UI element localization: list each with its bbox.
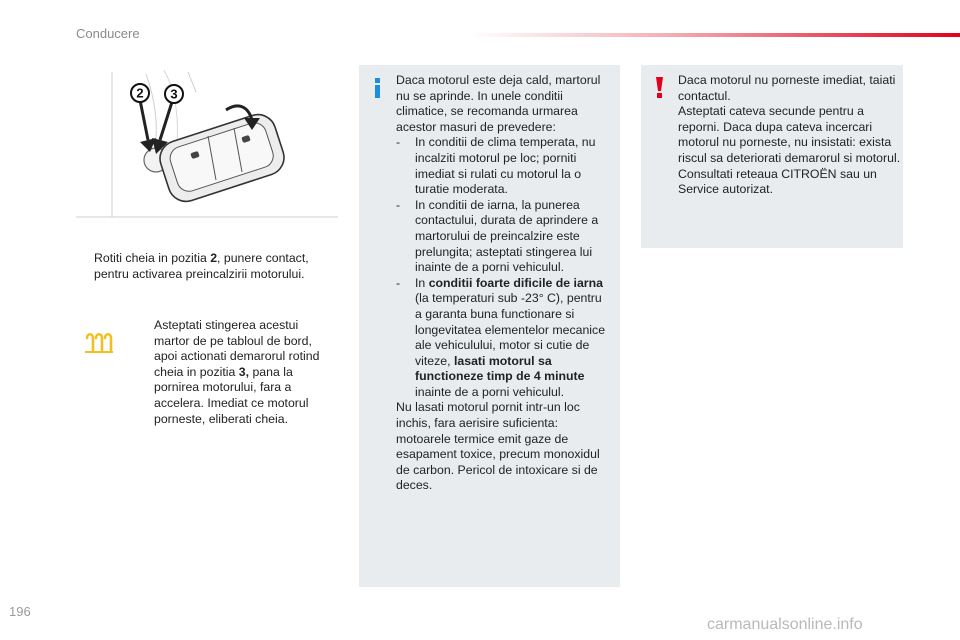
callout-3: 3 (170, 86, 178, 102)
info-box (359, 65, 620, 587)
callout-2: 2 (136, 85, 144, 101)
info-item-winter (396, 198, 610, 276)
warning-text-2: Asteptati cateva secunde pentru a reporni. Daca dupa cateva incercari motorul nu porneste, nu insistati: exista riscul sa deteriorati demarorul si motorul. (678, 104, 901, 165)
info-item-3-mid: (la temperaturi sub -23° C), pentru a garanta buna functionare si longevitatea elementelor mecanice ale vehiculului, motor si cutie de viteze, (415, 291, 606, 368)
step1-position: 2 (210, 251, 218, 265)
section-title: Conducere (76, 26, 140, 41)
key-ignition-illustration (76, 62, 338, 242)
info-icon (369, 75, 385, 99)
info-item-3-bold1: conditii foarte dificile de iarna (428, 275, 603, 290)
info-item-harsh-winter (396, 276, 610, 401)
info-item-2-text: In conditii de iarna, la punerea contactului, durata de aprindere a martorului de preincalzire este prelungita; asteptati stingerea lui inainte de a porni vehiculul. (415, 197, 599, 275)
step-turn-key-position-2 (76, 251, 346, 282)
header-accent-bar (470, 33, 960, 37)
info-item-3-post: inainte de a porni vehiculul. (415, 384, 565, 399)
step2-text-post: pana la pornirea motorului, fara a accelera. Imediat ce motorul porneste, eliberati cheia. (154, 364, 309, 426)
step2-text-pre: Asteptati stingerea acestui martor de pe tabloul de bord, apoi actionati demarorul rotind cheia in pozitia (154, 318, 320, 379)
step2-position: 3, (238, 364, 250, 379)
preheating-glow-plug-icon (84, 332, 114, 354)
warning-box (641, 65, 903, 248)
info-outro: Nu lasati motorul pornit intr-un loc inchis, fara aerisire suficienta: motoarele termice emit gaze de esapament toxice, precum monoxidul de carbon. Pericol de intoxicare si de deces. (396, 400, 600, 493)
dash-marker: - (396, 197, 401, 212)
info-item-3-pre: In (415, 275, 429, 290)
dash-marker: - (396, 275, 401, 290)
info-item-temperate (396, 135, 610, 197)
step1-text-post: , punere contact, pentru activarea preincalzirii motorului. (94, 251, 309, 281)
exclamation-icon (651, 75, 667, 99)
watermark: carmanualsonline.info (707, 616, 863, 633)
info-item-3-bold2: lasati motorul sa functioneze timp de 4 minute (415, 353, 585, 384)
step-wait-then-crank (130, 318, 320, 427)
dash-marker: - (396, 135, 401, 150)
warning-text-3: Consultati reteaua CITROËN sau un Service autorizat. (678, 166, 877, 197)
warning-text-1: Daca motorul nu porneste imediat, taiati contactul. (678, 73, 896, 103)
info-intro: Daca motorul este deja cald, martorul nu se aprinde. In unele conditii climatice, se recomanda urmarea acestor masuri de prevedere: (396, 73, 601, 134)
step1-text-pre: Rotiti cheia in pozitia (94, 251, 211, 265)
page-number: 196 (9, 604, 31, 619)
info-item-1-text: In conditii de clima temperata, nu incalziti motorul pe loc; porniti imediat si rulati cu motorul la o turatie moderata. (415, 135, 596, 197)
